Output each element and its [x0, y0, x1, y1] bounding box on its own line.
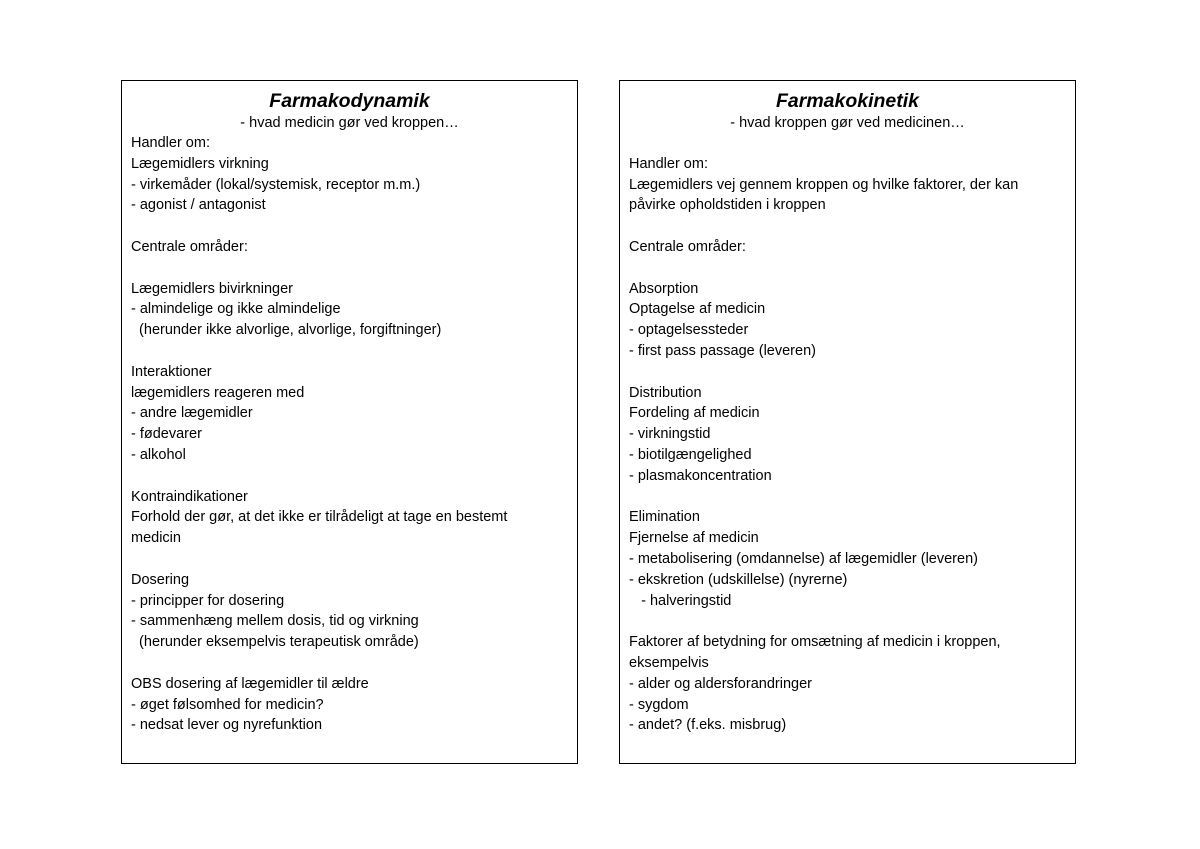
- text-line: Handler om:: [131, 135, 210, 151]
- text-line: Fjernelse af medicin: [629, 530, 759, 547]
- text-line: - alkohol: [131, 446, 186, 463]
- text-line: - fødevarer: [131, 426, 202, 443]
- text-line: - biotilgængelighed: [629, 446, 752, 463]
- text-line: - first pass passage (leveren): [629, 342, 816, 359]
- text-line: - almindelige og ikke almindelige: [131, 301, 341, 318]
- text-line: Interaktioner: [131, 363, 212, 380]
- text-line: Lægemidlers vej gennem kroppen og hvilke faktorer, der kan: [629, 176, 1019, 193]
- text-line: Forhold der gør, at det ikke er tilrådeligt at tage en bestemt: [131, 509, 508, 526]
- farmakodynamik-title: Farmakodynamik: [269, 90, 430, 112]
- text-line: (herunder ikke alvorlige, alvorlige, forgiftninger): [131, 322, 442, 339]
- text-line: - andet? (f.eks. misbrug): [629, 717, 787, 734]
- blank-line: [131, 466, 568, 487]
- text-line: Elimination: [629, 509, 700, 526]
- blank-line: [629, 362, 1066, 383]
- text-line: Dosering: [131, 571, 190, 588]
- farmakokinetik-box: [619, 80, 1076, 764]
- text-line: medicin: [131, 530, 181, 547]
- blank-line: [629, 611, 1066, 632]
- farmakodynamik-subtitle: - hvad medicin gør ved kroppen…: [240, 115, 459, 131]
- text-line: - øget følsomhed for medicin?: [131, 696, 324, 713]
- text-line: - optagelsessteder: [629, 322, 749, 339]
- text-line: Faktorer af betydning for omsætning af medicin i kroppen,: [629, 634, 1001, 651]
- text-line: Centrale områder:: [131, 238, 248, 255]
- blank-line: [131, 216, 568, 237]
- text-line: Kontraindikationer: [131, 488, 248, 505]
- text-line: Fordeling af medicin: [629, 405, 760, 422]
- text-line: - virkningstid: [629, 426, 711, 443]
- farmakokinetik-body: [629, 133, 1066, 736]
- text-line: - alder og aldersforandringer: [629, 675, 812, 692]
- farmakokinetik-subtitle: - hvad kroppen gør ved medicinen…: [730, 115, 965, 131]
- farmakokinetik-title: Farmakokinetik: [775, 90, 920, 112]
- text-line: lægemidlers reageren med: [131, 384, 305, 401]
- text-line: Lægemidlers virkning: [131, 155, 269, 172]
- text-line: - metabolisering (omdannelse) af lægemidler (leveren): [629, 550, 978, 567]
- text-line: - plasmakoncentration: [629, 467, 772, 484]
- blank-line: [629, 216, 1066, 237]
- blank-line: [131, 258, 568, 279]
- text-line: - ekskretion (udskillelse) (nyrerne): [629, 571, 848, 588]
- text-line: - sammenhæng mellem dosis, tid og virkning: [131, 613, 419, 630]
- text-line: - virkemåder (lokal/systemisk, receptor m.m.): [131, 176, 421, 193]
- blank-line: [131, 341, 568, 362]
- text-line: Distribution: [629, 384, 702, 401]
- farmakodynamik-box: [121, 80, 578, 764]
- text-line: - agonist / antagonist: [131, 197, 266, 214]
- text-line: Lægemidlers bivirkninger: [131, 280, 293, 297]
- blank-line: [629, 258, 1066, 279]
- text-line: - sygdom: [629, 696, 689, 713]
- blank-line: [629, 133, 1066, 154]
- text-line: påvirke opholdstiden i kroppen: [629, 197, 826, 214]
- text-line: - halveringstid: [629, 592, 732, 609]
- text-line: - nedsat lever og nyrefunktion: [131, 717, 323, 734]
- farmakodynamik-body: [131, 133, 568, 736]
- text-line: eksempelvis: [629, 654, 709, 671]
- blank-line: [629, 487, 1066, 508]
- text-line: OBS dosering af lægemidler til ældre: [131, 675, 369, 692]
- blank-line: [131, 653, 568, 674]
- text-line: Optagelse af medicin: [629, 301, 766, 318]
- blank-line: [131, 549, 568, 570]
- text-line: Absorption: [629, 280, 699, 297]
- text-line: (herunder eksempelvis terapeutisk område): [131, 634, 419, 651]
- text-line: - principper for dosering: [131, 592, 285, 609]
- text-line: Centrale områder:: [629, 238, 746, 255]
- text-line: - andre lægemidler: [131, 405, 253, 422]
- text-line: Handler om:: [629, 155, 708, 172]
